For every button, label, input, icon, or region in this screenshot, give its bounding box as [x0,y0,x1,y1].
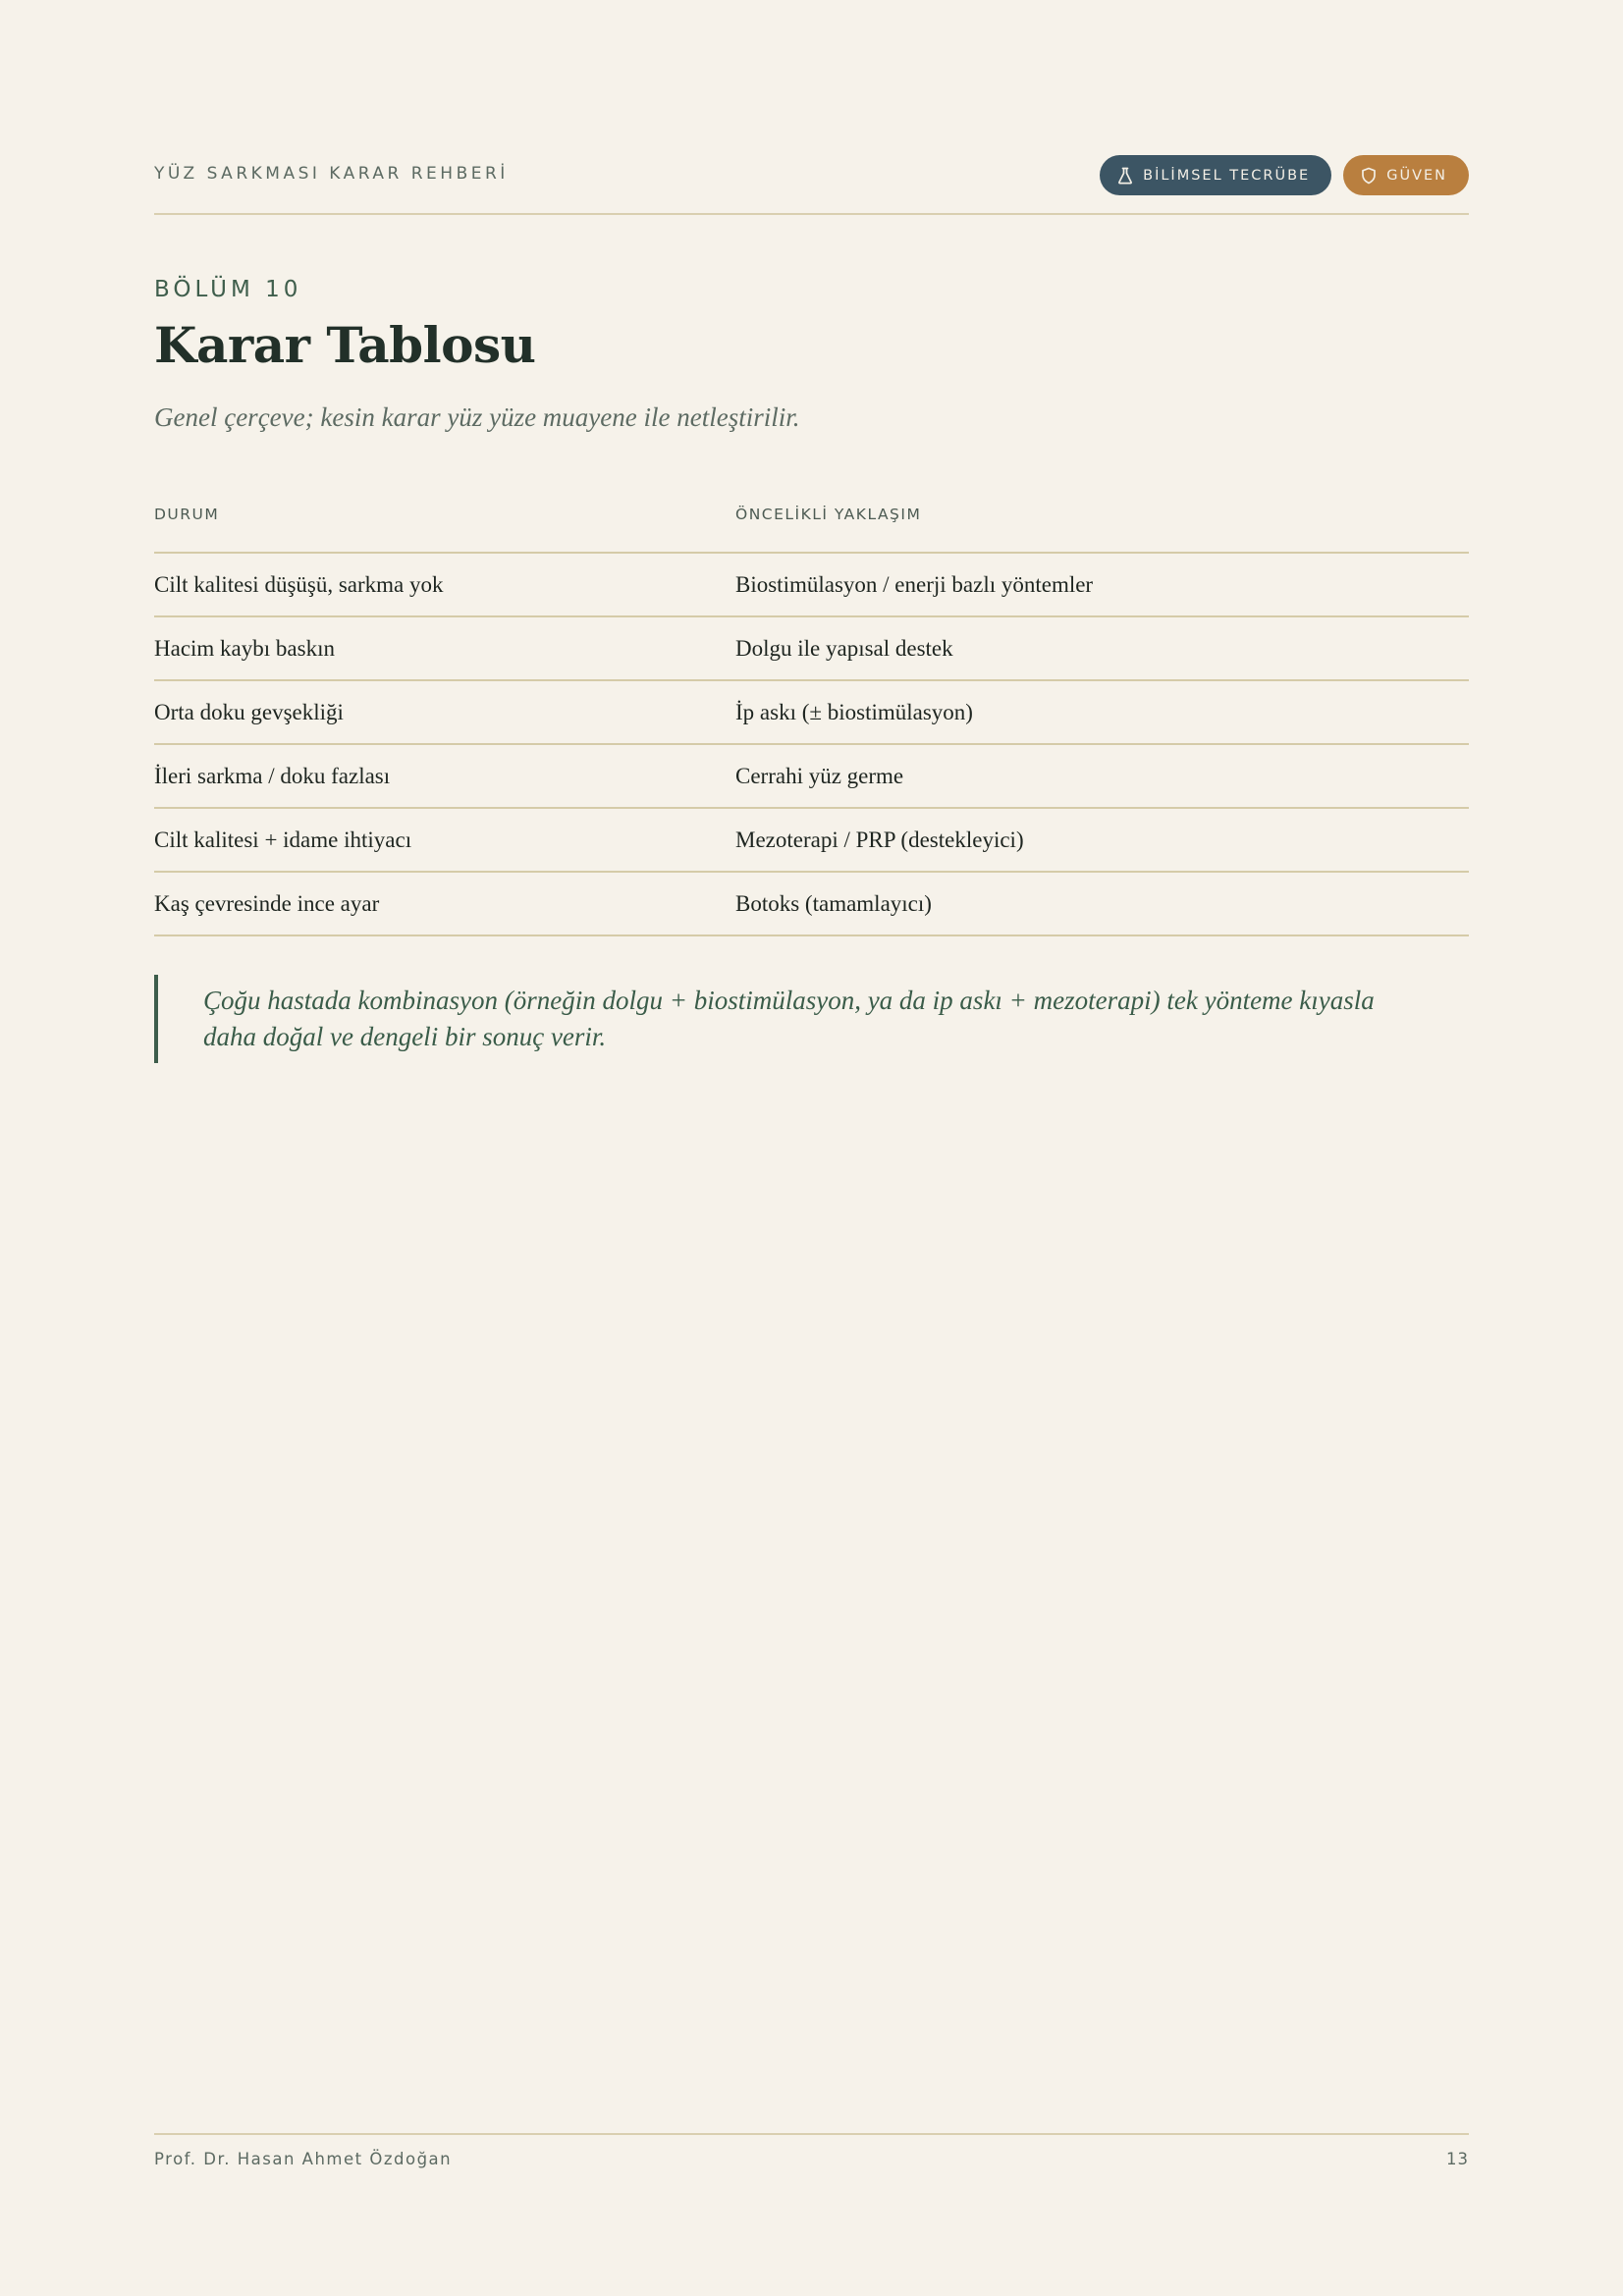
page-number: 13 [1446,2150,1469,2168]
document-page [154,0,1469,2296]
condition-cell: Orta doku gevşekliği [154,680,735,744]
approach-cell: Dolgu ile yapısal destek [735,616,1469,680]
page-subtitle: Genel çerçeve; kesin karar yüz yüze muayene ile netleştirilir. [154,402,800,432]
approach-cell: Cerrahi yüz germe [735,744,1469,808]
page-header [154,152,1469,215]
condition-cell: Cilt kalitesi düşüşü, sarkma yok [154,553,735,616]
approach-cell: Mezoterapi / PRP (destekleyici) [735,808,1469,872]
footer-author: Prof. Dr. Hasan Ahmet Özdoğan [154,2150,453,2168]
document-title: YÜZ SARKMASI KARAR REHBERİ [154,164,509,184]
badge-label: BİLİMSEL TECRÜBE [1143,167,1311,184]
table-row [154,744,1469,808]
approach-cell: Biostimülasyon / enerji bazlı yöntemler [735,553,1469,616]
highlight-quote: Çoğu hastada kombinasyon (örneğin dolgu + biostimülasyon, ya da ip askı + mezoterapi) tek yönteme kıyasla daha doğal ve dengeli bir sonuç verir. [154,975,1421,1063]
condition-cell: Cilt kalitesi + idame ihtiyacı [154,808,735,872]
chapter-label: BÖLÜM 10 [154,277,302,302]
shield-icon [1361,167,1377,185]
page-title: Karar Tablosu [154,316,536,374]
trust-badge [1343,155,1469,195]
badge-label: GÜVEN [1386,167,1447,184]
table-row [154,872,1469,935]
scientific-experience-badge [1100,155,1331,195]
condition-cell: Kaş çevresinde ince ayar [154,872,735,935]
condition-cell: İleri sarkma / doku fazlası [154,744,735,808]
badge-group [1100,155,1469,195]
condition-cell: Hacim kaybı baskın [154,616,735,680]
flask-icon [1117,167,1133,185]
column-header-approach: ÖNCELİKLİ YAKLAŞIM [735,489,1469,553]
approach-cell: İp askı (± biostimülasyon) [735,680,1469,744]
decision-table [154,489,1469,936]
table-header-row [154,489,1469,553]
approach-cell: Botoks (tamamlayıcı) [735,872,1469,935]
table-row [154,616,1469,680]
table-row [154,680,1469,744]
page-footer [154,2133,1469,2168]
table-row [154,553,1469,616]
table-row [154,808,1469,872]
column-header-condition: DURUM [154,489,735,553]
